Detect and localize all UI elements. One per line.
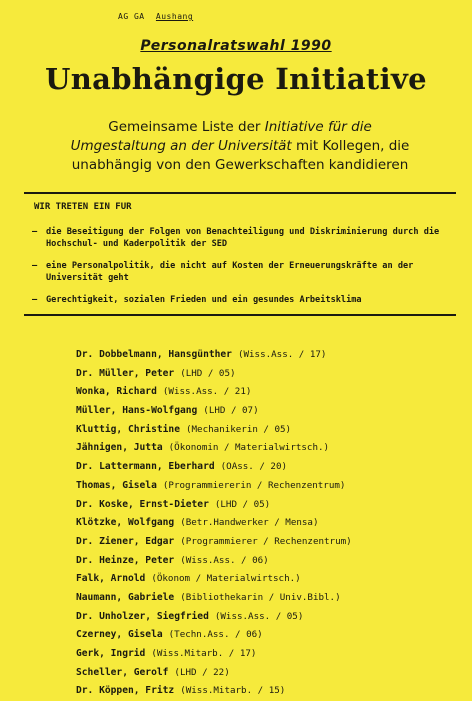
goal-dash: – [32,227,38,237]
candidate-name: Dr. Müller, Peter [76,367,175,379]
intro-part-2: Initiative für die [264,119,372,135]
candidate-info: (Wiss.Mitarb. / 17) [151,648,257,659]
goal-text: die Beseitigung der Folgen von Benachteiligung und Diskriminierung durch die Hochschul- und Kaderpolitik der SED [46,227,440,249]
intro-part-4: mit Kollegen, die [295,138,410,154]
candidate-row [76,664,456,683]
goals-heading: WIR TRETEN EIN FUR [34,202,132,212]
candidate-info: (Wiss.Ass. / 05) [214,610,304,622]
election-heading: Personalratswahl 1990 [140,38,332,54]
candidate-row [76,383,456,402]
candidate-list [76,346,456,701]
goal-dash: – [32,261,38,271]
candidate-row [76,626,456,645]
candidate-name: Dr. Lattermann, Eberhard [76,461,215,473]
candidate-name: Klötzke, Wolfgang [76,517,175,529]
candidate-row [76,608,456,627]
candidate-name: Naumann, Gabriele [76,591,175,603]
candidate-name: Dr. Köppen, Fritz [76,685,175,697]
candidate-row [76,421,456,440]
document-reference [118,12,199,21]
candidate-row [76,552,456,571]
candidate-name: Dr. Koske, Ernst-Dieter [76,498,209,510]
candidate-name: Dr. Dobbelmann, Hansgünther [76,349,232,360]
ref-department: AG GA [118,12,145,21]
candidate-info: (Techn.Ass. / 06) [168,629,263,641]
candidate-info: (Programmiererin / Rechenzentrum) [162,479,346,491]
candidate-info: (Wiss.Ass. / 06) [180,554,269,566]
candidate-name: Czerney, Gisela [76,629,163,641]
candidate-name: Dr. Heinze, Peter [76,554,175,566]
candidate-row [76,439,456,458]
candidate-row [76,533,456,552]
candidate-info: (Mechanikerin / 05) [185,423,292,435]
candidate-info: (LHD / 05) [214,498,271,510]
candidate-row [76,346,456,365]
candidate-info: (Wiss.Ass. / 21) [162,386,252,398]
candidate-info: (Ökonomin / Materialwirtsch.) [168,442,330,454]
candidate-row [76,682,456,701]
intro-part-3: Umgestaltung an der Universität [70,138,292,154]
candidate-info: (Bibliothekarin / Univ.Bibl.) [180,591,341,603]
candidate-row [76,645,456,664]
candidate-name: Thomas, Gisela [76,479,157,491]
goals-box [24,192,456,316]
candidate-row [76,402,456,421]
goal-dash: – [32,295,38,305]
page-title: Unabhängige Initiative [45,62,427,96]
intro-part-1: Gemeinsame Liste der [108,119,261,135]
candidate-info: (Betr.Handwerker / Mensa) [180,517,319,529]
candidate-row [76,365,456,384]
candidate-info: (Programmierer / Rechenzentrum) [180,535,352,547]
candidate-row [76,458,456,477]
intro-text [40,118,440,175]
candidate-info: (LHD / 05) [180,367,236,379]
goal-item [32,294,447,306]
candidate-name: Gerk, Ingrid [76,648,146,659]
goal-text: eine Personalpolitik, die nicht auf Kosten der Erneuerungskräfte an der Universität geht [46,261,414,283]
candidate-info: (Wiss.Mitarb. / 15) [180,685,286,697]
candidate-name: Wonka, Richard [76,386,157,398]
candidate-info: (LHD / 22) [174,666,230,678]
goal-item [32,226,447,250]
candidate-row [76,570,456,589]
candidate-info: (Wiss.Ass. / 17) [237,349,327,360]
intro-part-5: unabhängig von den Gewerkschaften kandidieren [71,157,409,173]
candidate-name: Dr. Ziener, Edgar [76,535,175,547]
candidate-info: (OAss. / 20) [220,461,288,473]
ref-notice: Aushang [155,12,194,21]
candidate-name: Kluttig, Christine [76,423,180,435]
candidate-name: Müller, Hans-Wolfgang [76,405,198,417]
candidate-name: Falk, Arnold [76,573,146,585]
candidate-row [76,589,456,608]
goal-item [32,260,447,284]
candidate-row [76,477,456,496]
candidate-name: Scheller, Gerolf [76,666,169,678]
candidate-name: Jähnigen, Jutta [76,442,163,454]
candidate-info: (Ökonom / Materialwirtsch.) [151,573,301,585]
candidate-info: (LHD / 07) [203,405,259,417]
candidate-row [76,496,456,515]
goal-text: Gerechtigkeit, sozialen Frieden und ein gesundes Arbeitsklima [46,295,362,305]
candidate-name: Dr. Unholzer, Siegfried [76,610,209,622]
candidate-row [76,514,456,533]
